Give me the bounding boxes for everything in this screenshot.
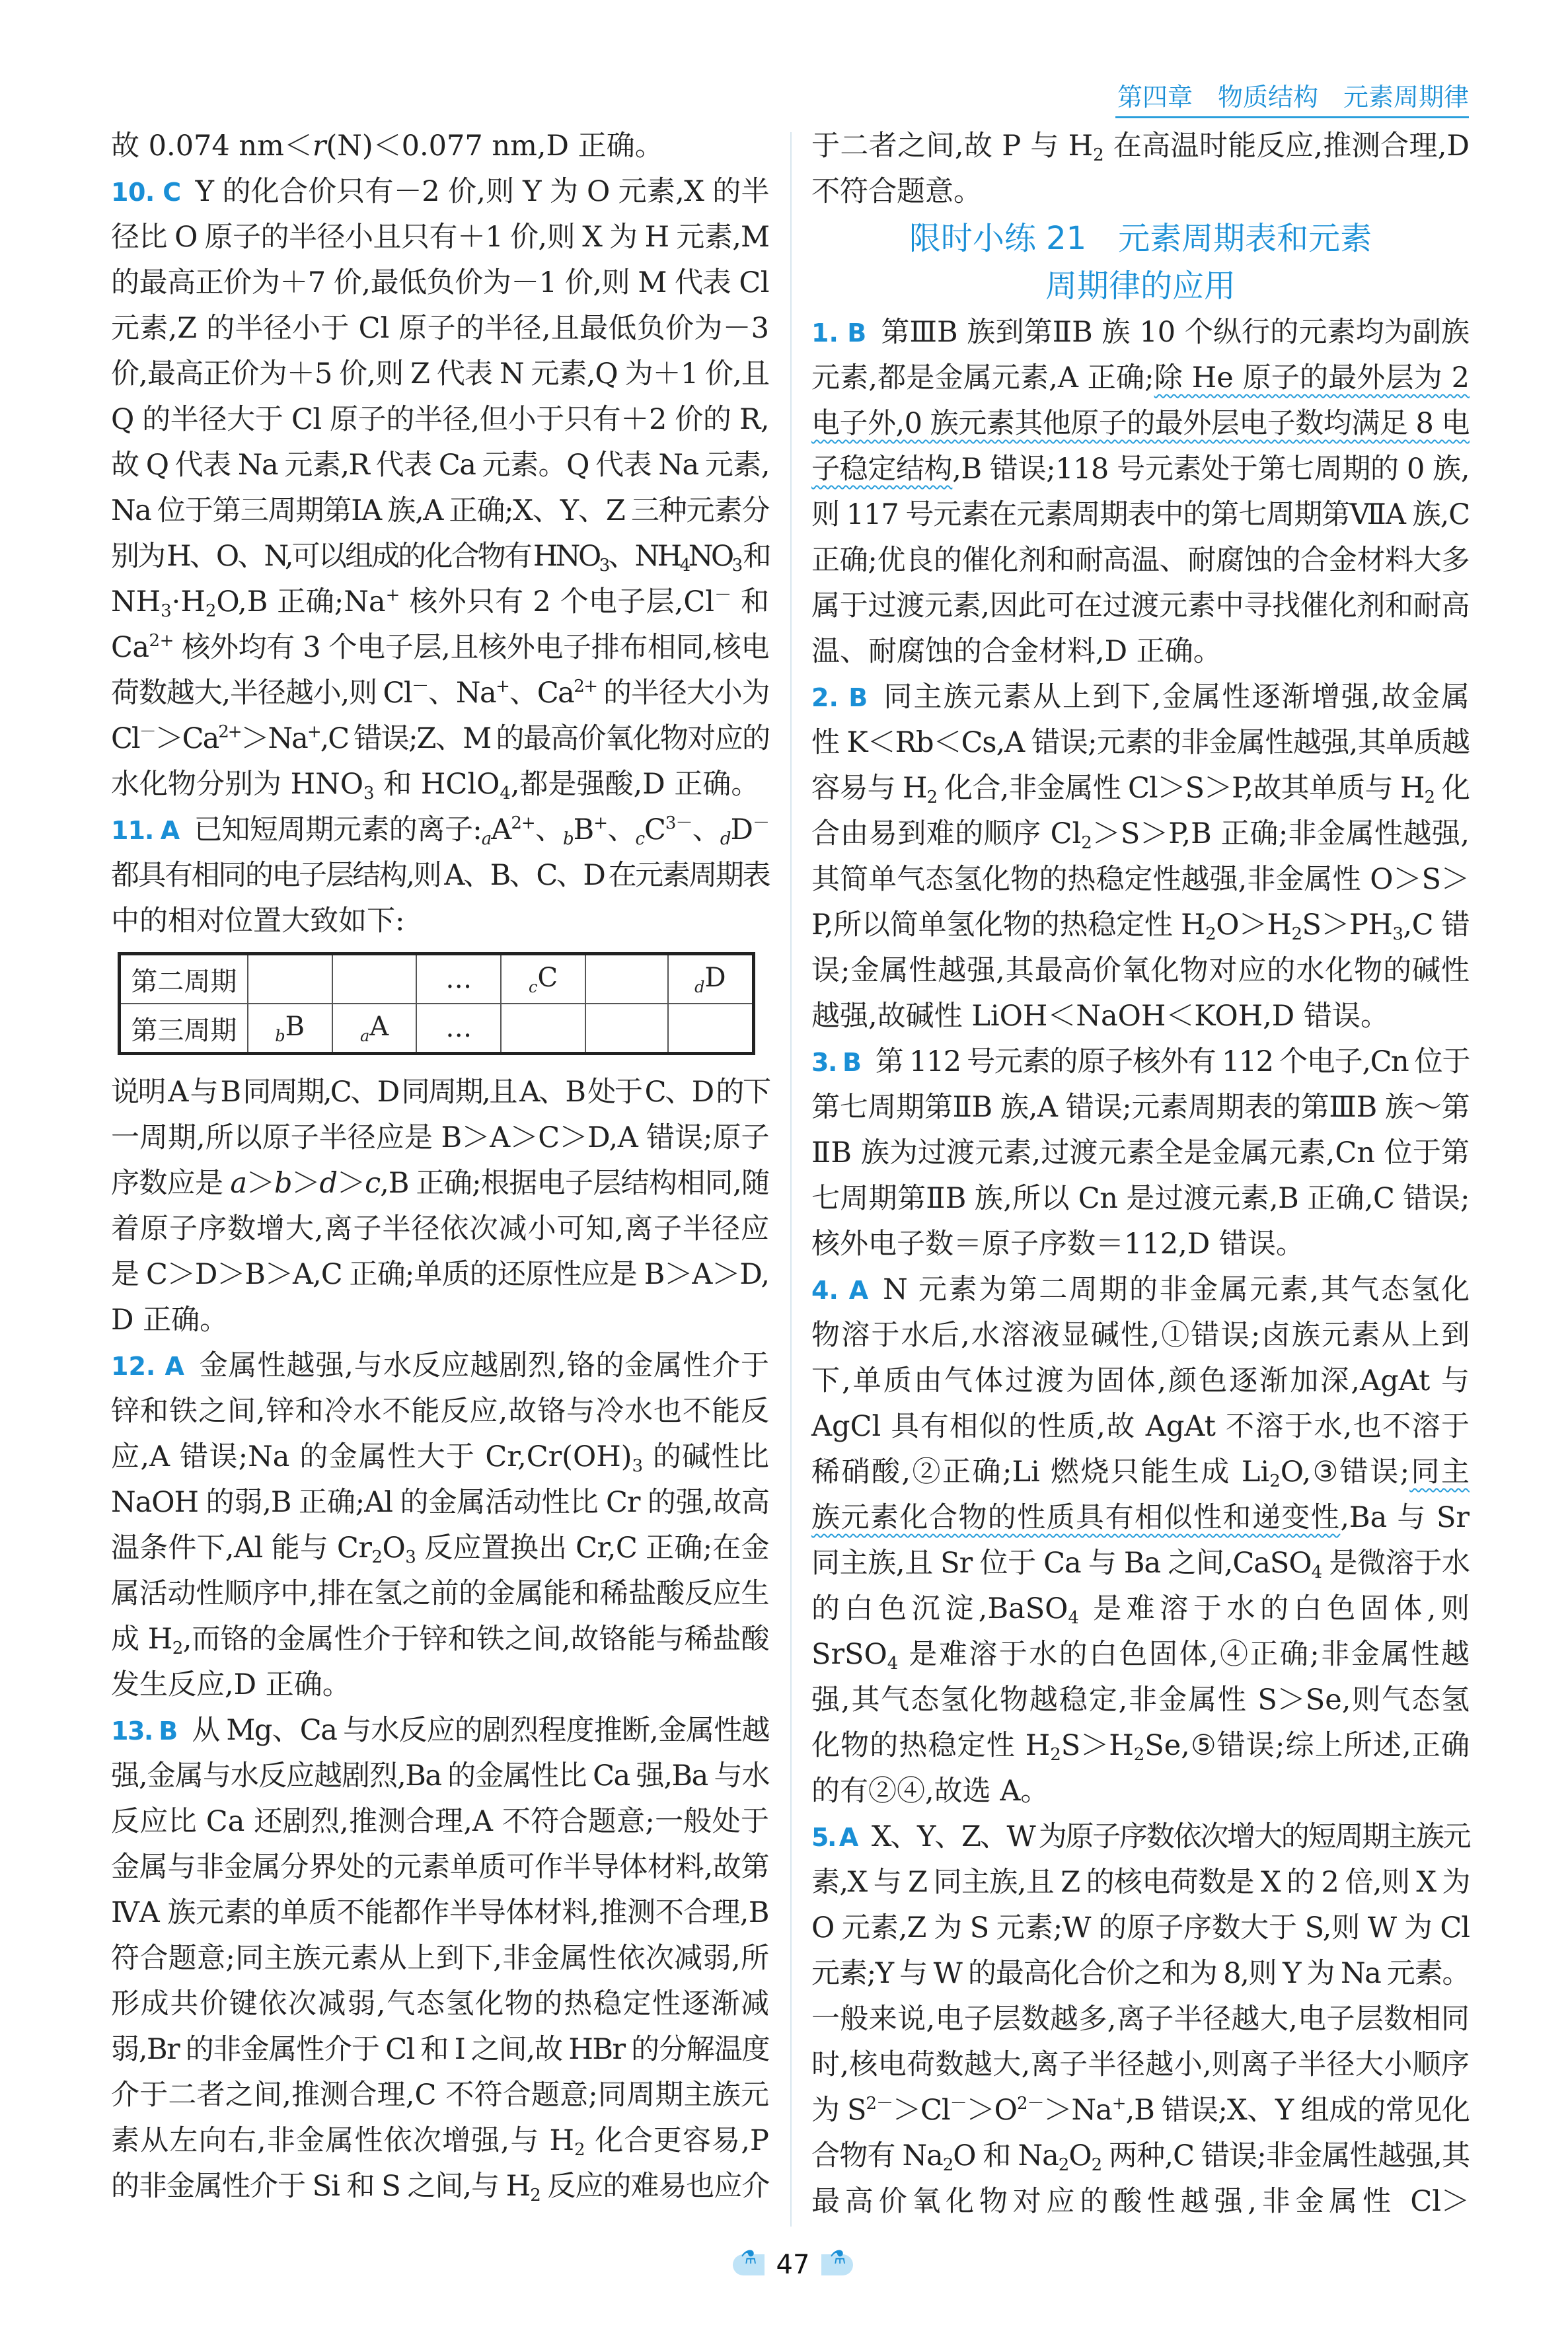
line-text: 径比 O 原子的半径小且只有＋1 价,则 X 为 H 元素,M (111, 221, 769, 254)
line-text: 一周期,所以原子半径应是 B＞A＞C＞D,A 错误;原子 (111, 1121, 769, 1154)
text-line (111, 1252, 769, 1298)
line-text: 的最高正价为＋7 价,最低负价为－1 价,则 M 代表 Cl (111, 266, 769, 299)
text-line (811, 2133, 1470, 2179)
line-text: 应,A 错误;Na 的金属性大于 $Cr,Cr(OH)_3$ 的碱性比 (111, 1440, 770, 1476)
text-line (811, 1997, 1470, 2042)
table-cell: … (416, 1004, 501, 1054)
text-line (111, 807, 769, 853)
line-text: 强,其气态氢化物越稳定,非金属性 S＞Se,则气态氢 (811, 1683, 1470, 1716)
text-line (811, 1450, 1470, 1495)
table-cell: $_d$D (668, 954, 754, 1004)
answer-item (111, 1708, 769, 2209)
text-line (811, 1085, 1470, 1130)
text-line (111, 1389, 769, 1434)
question-number: 11. (111, 816, 154, 845)
text-line (811, 1495, 1470, 1541)
line-text: 属活动性顺序中,排在氢之前的金属能和稀盐酸反应生 (111, 1577, 769, 1610)
line-text: 温、耐腐蚀的合金材料,D 正确。 (811, 635, 1222, 668)
line-text: 七周期第ⅡB 族,所以 Cn 是过渡元素,B 正确,C 错误; (811, 1182, 1470, 1215)
text-line (811, 1814, 1470, 1860)
left-column (111, 124, 769, 2209)
answer-choice: B (842, 1048, 861, 1077)
text-line (111, 1890, 769, 1936)
table-row (120, 1004, 754, 1054)
text-line (111, 716, 769, 762)
line-text: 着原子序数增大,离子半径依次减小可知,离子半径应 (111, 1212, 769, 1245)
text-line (111, 169, 769, 215)
answer-number (111, 1716, 177, 1746)
text-line (811, 1905, 1470, 1951)
line-text: 一般来说,电子层数越多,离子半径越大,电子层数相同 (811, 2003, 1470, 2036)
line-text: 的有②④,故选 A。 (811, 1775, 1049, 1808)
answer-choice: B (848, 683, 868, 712)
answer-item (111, 169, 769, 807)
text-line (111, 671, 769, 716)
table-cell: $_a$A (332, 1004, 417, 1054)
text-line (111, 1753, 769, 1799)
text-line (811, 124, 1470, 169)
text-line (111, 1526, 769, 1571)
answer-number (811, 1276, 868, 1305)
line-text: ⅣA 族元素的单质不能都作半导体材料,推测不合理,B (111, 1896, 769, 1929)
line-text: 同主族,且 Sr 位于 Ca 与 Ba 之间,CaSO$_4$ 是微溶于水 (811, 1547, 1470, 1582)
line-text: 化物的热稳定性 $H_2S>H_2Se,⑤$错误;综上所述,正确 (811, 1729, 1470, 1765)
text-line (111, 1115, 769, 1161)
text-line (111, 1480, 769, 1526)
text-line (111, 1617, 769, 1662)
line-text: 强,金属与水反应越剧烈,Ba 的金属性比 Ca 强,Ba 与水 (111, 1759, 769, 1792)
table-cell: $_b$B (248, 1004, 332, 1054)
answer-choice: A (160, 816, 180, 845)
text-line (111, 1070, 769, 1115)
question-number: 1. (811, 318, 839, 348)
text-line (111, 1799, 769, 1845)
line-text: 为 $S^{2-}>Cl^->O^{2-}>Na^+,B$ 错误;X、Y 组成的常见化 (811, 2094, 1470, 2127)
text-line (811, 355, 1470, 401)
line-text: 素从左向右,非金属性依次增强,与 $H_2$ 化合更容易,P (111, 2124, 769, 2160)
text-line (811, 310, 1470, 355)
line-text: 价,最高正价为＋5 价,则 Z 代表 N 元素,Q 为＋1 价,且 (111, 357, 769, 390)
answer-item (811, 675, 1470, 1039)
text-line (811, 1358, 1470, 1404)
text-line (811, 169, 1470, 215)
question-number: 4. (811, 1276, 839, 1305)
answer-choice: A (165, 1352, 184, 1381)
text-line (111, 2027, 769, 2073)
text-line (811, 1267, 1470, 1313)
line-text: 稀硝酸,②正确;Li 燃烧只能生成 $Li_2O,③$错误;同主 (811, 1456, 1470, 1491)
text-line (111, 351, 769, 397)
text-line (811, 1678, 1470, 1723)
text-line (811, 994, 1470, 1039)
line-text: 第ⅢB 族到第ⅡB 族 10 个纵行的元素均为副族 (881, 316, 1470, 349)
text-line (811, 1541, 1470, 1586)
table-cell (585, 1004, 668, 1054)
line-text: 子稳定结构,B 错误;118 号元素处于第七周期的 0 族, (811, 453, 1470, 486)
answer-number (811, 1823, 857, 1852)
text-line (811, 538, 1470, 583)
line-text: 已知短周期元素的离子$:_aA^{2+}$、$_b$B+、$_cC^{3-}$、$_d$D－ (194, 813, 769, 849)
line-text: 中的相对位置大致如下: (111, 904, 405, 938)
answer-number (111, 1352, 184, 1381)
answer-choice: A (848, 1276, 869, 1305)
line-text: 从 Mg、Ca 与水反应的剧烈程度推断,金属性越 (191, 1714, 769, 1747)
line-text: 故 0.074 nm＜r(N)＜0.077 nm,D 正确。 (111, 129, 663, 163)
answer-number (811, 1048, 860, 1077)
text-line (811, 1222, 1470, 1267)
line-text: 形成共价键依次减弱,气态氢化物的热稳定性逐渐减 (111, 1987, 769, 2020)
answer-number (811, 318, 866, 348)
page-number: 47 (776, 2250, 810, 2280)
answer-choice: C (163, 178, 181, 207)
text-line (811, 2179, 1470, 2225)
periodic-position-table (118, 952, 755, 1055)
line-text: 素,X 与 Z 同主族,且 Z 的核电荷数是 X 的 2 倍,则 X 为 (811, 1866, 1470, 1899)
line-text: 时,核电荷数越大,离子半径越小,则离子半径大小顺序 (811, 2048, 1470, 2081)
line-text: Na 位于第三周期第ⅠA 族,A 正确;X、Y、Z 三种元素分 (111, 494, 769, 527)
text-line (811, 1130, 1470, 1176)
line-text: AgCl 具有相似的性质,故 AgAt 不溶于水,也不溶于 (811, 1410, 1470, 1443)
line-text: 第七周期第ⅡB 族,A 错误;元素周期表的第ⅢB 族～第 (811, 1091, 1470, 1124)
table-cell: $_c$C (501, 954, 585, 1004)
line-text: 族元素化合物的性质具有相似性和递变性,Ba 与 Sr (811, 1501, 1470, 1534)
answer-item (111, 807, 769, 944)
question-number: 5. (811, 1823, 835, 1852)
text-line (111, 1343, 769, 1389)
text-line (111, 1161, 769, 1206)
flask-icon: ⚗ (821, 2254, 853, 2275)
answer-item (811, 1267, 1470, 1814)
text-line (111, 1981, 769, 2027)
text-line (811, 948, 1470, 994)
text-line (111, 899, 769, 944)
line-text: 别为 H、O、N,可以组成的化合物有 $HNO_3$、$NH_4NO_3$ 和 (111, 540, 770, 575)
answer-number (811, 683, 868, 712)
flask-icon: ⚗ (733, 2254, 765, 2275)
section-title-line: 周期律的应用 (1045, 268, 1236, 305)
line-text: 电子外,0 族元素其他原子的最外层电子数均满足 8 电 (811, 407, 1470, 440)
line-text: 于二者之间,故 P 与 $H_2$ 在高温时能反应,推测合理,D (811, 129, 1470, 165)
text-line (111, 215, 769, 260)
table-cell: … (416, 954, 501, 1004)
text-line (111, 1571, 769, 1617)
text-line (811, 811, 1470, 857)
question-number: 3. (811, 1048, 837, 1077)
line-text: X、Y、Z、W 为原子序数依次增大的短周期主族元 (871, 1820, 1470, 1853)
answer-item (811, 1814, 1470, 2225)
line-text: 则 117 号元素在元素周期表中的第七周期第ⅦA 族,C (811, 498, 1470, 531)
line-text: O 元素,Z 为 S 元素;W 的原子序数大于 S,则 W 为 Cl (811, 1911, 1470, 1944)
line-text: 成 $H_2$,而铬的金属性介于锌和铁之间,故铬能与稀盐酸 (111, 1623, 770, 1658)
line-text: 说明 A 与 B 同周期,C、D 同周期,且 A、B 处于 C、D 的下 (111, 1076, 769, 1109)
text-line (811, 903, 1470, 948)
line-text: 误;金属性越强,其最高价氧化物对应的水化物的碱性 (811, 954, 1470, 987)
line-text: 金属与非金属分界处的元素单质可作半导体材料,故第 (111, 1851, 769, 1884)
table-row (120, 954, 754, 1004)
line-text: 都具有相同的电子层结构,则 A、B、C、D 在元素周期表 (111, 859, 769, 892)
line-text: 性 K＜Rb＜Cs,A 错误;元素的非金属性越强,其单质越 (811, 726, 1470, 759)
answer-continuation (111, 1070, 769, 1343)
text-line (811, 1860, 1470, 1905)
line-text: 的非金属性介于 Si 和 S 之间,与 $H_2$ 反应的难易也应介 (111, 2170, 770, 2205)
line-text: 属于过渡元素,因此可在过渡元素中寻找催化剂和耐高 (811, 589, 1470, 622)
text-line (811, 2088, 1470, 2133)
line-text: 金属性越强,与水反应越剧烈,铬的金属性介于 (198, 1349, 769, 1382)
table-cell: 第三周期 (120, 1004, 248, 1054)
question-number: 13. (111, 1716, 153, 1746)
text-line (111, 853, 769, 899)
text-line (811, 1313, 1470, 1358)
answer-item (111, 1343, 769, 1708)
line-text: 其简单气态氢化物的热稳定性越强,非金属性 O＞S＞ (811, 863, 1470, 896)
table-cell (332, 954, 417, 1004)
text-line (811, 1176, 1470, 1222)
text-line (811, 766, 1470, 811)
line-text: $Cl^->Ca^{2+}>Na^+,C$ 错误;Z、M 的最高价氧化物对应的 (111, 722, 769, 755)
text-line (811, 1723, 1470, 1769)
periodic-position-table-wrap (111, 944, 769, 1070)
text-line (111, 1845, 769, 1890)
answer-item (811, 1039, 1470, 1267)
line-text: SrSO$_4$ 是难溶于水的白色固体,④正确;非金属性越 (811, 1638, 1470, 1674)
text-line (811, 583, 1470, 629)
line-text: 越强,故碱性 LiOH＜NaOH＜KOH,D 错误。 (811, 1000, 1389, 1033)
line-text: 元素,Z 的半径小于 Cl 原子的半径,且最低负价为－3 (111, 312, 769, 345)
line-text: 荷数越大,半径越小,则 Cl－、Na+、$Ca^{2+}$ 的半径大小为 (111, 677, 769, 710)
line-text: 容易与 $H_2$ 化合,非金属性 Cl＞S＞P,故其单质与 $H_2$ 化 (811, 772, 1470, 807)
text-line (811, 857, 1470, 903)
line-text: 核外电子数＝原子序数＝112,D 错误。 (811, 1228, 1304, 1261)
answer-choice: B (159, 1716, 177, 1746)
line-text: $Ca^{2+}$ 核外均有 3 个电子层,且核外电子排布相同,核电 (111, 631, 769, 664)
text-line (111, 306, 769, 351)
text-line (811, 1039, 1470, 1085)
line-text: N 元素为第二周期的非金属元素,其气态氢化 (883, 1273, 1470, 1306)
text-line (811, 720, 1470, 766)
table-cell (668, 1004, 754, 1054)
text-line (811, 1404, 1470, 1450)
text-line (811, 1951, 1470, 1997)
line-text: Q 的半径大于 Cl 原子的半径,但小于只有＋2 价的 R, (111, 403, 769, 436)
line-text: $NH_3\cdot H_2O,B$ 正确;Na+ 核外只有 2 个电子层,Cl－ 和 (111, 585, 770, 621)
line-text: Y 的化合价只有－2 价,则 Y 为 O 元素,X 的半 (195, 175, 769, 208)
text-line (111, 579, 769, 625)
text-line (811, 492, 1470, 538)
line-text: 序数应是 a＞b＞d＞c,B 正确;根据电子层结构相同,随 (111, 1167, 770, 1200)
line-text: 介于二者之间,推测合理,C 不符合题意;同周期主族元 (111, 2079, 769, 2112)
text-line (111, 2073, 769, 2118)
column-divider (790, 132, 792, 2227)
line-text: P,所以简单氢化物的热稳定性 $H_2O>H_2S>PH_3,C$ 错 (811, 908, 1470, 944)
chapter-header: 第四章 物质结构 元素周期律 (1115, 78, 1469, 118)
line-text: 温条件下,Al 能与 $Cr_2O_3$ 反应置换出 Cr,C 正确;在金 (111, 1532, 769, 1567)
line-text: 合由易到难的顺序 $Cl_2>S>P,B$ 正确;非金属性越强, (811, 817, 1470, 853)
text-line (111, 625, 769, 671)
text-line (111, 1206, 769, 1252)
section-title-line: 限时小练 21 元素周期表和元素 (909, 220, 1372, 257)
table-cell: 第二周期 (120, 954, 248, 1004)
question-number: 12. (111, 1352, 156, 1381)
line-text: 发生反应,D 正确。 (111, 1668, 351, 1701)
answer-item (811, 310, 1470, 675)
text-line (811, 2042, 1470, 2088)
section-title (811, 215, 1470, 310)
line-text: 元素;Y 与 W 的最高化合价之和为 8,则 Y 为 Na 元素。 (811, 1957, 1470, 1990)
line-text: 弱,Br 的非金属性介于 Cl 和 I 之间,故 HBr 的分解温度 (111, 2033, 769, 2066)
line-text: 最高价氧化物对应的酸性越强,非金属性 Cl＞ (811, 2185, 1470, 2218)
text-line (111, 1662, 769, 1708)
line-text: 同主族元素从上到下,金属性逐渐增强,故金属 (882, 681, 1470, 714)
text-line (111, 1936, 769, 1981)
text-line (811, 1586, 1470, 1632)
table-cell (585, 954, 668, 1004)
text-line (111, 397, 769, 443)
text-line (111, 2164, 769, 2209)
line-text: ⅡB 族为过渡元素,过渡元素全是金属元素,Cn 位于第 (811, 1136, 1470, 1169)
text-line (111, 488, 769, 534)
text-line (111, 762, 769, 807)
text-line (111, 1708, 769, 1753)
table-cell (248, 954, 332, 1004)
answer-continuation (111, 124, 769, 169)
line-text: 符合题意;同主族元素从上到下,非金属性依次减弱,所 (111, 1942, 769, 1975)
line-text: 第 112 号元素的原子核外有 112 个电子,Cn 位于 (875, 1045, 1470, 1078)
question-number: 10. (111, 178, 155, 207)
line-text: 水化物分别为 $HNO_3$ 和 HClO$_4$,都是强酸,D 正确。 (111, 768, 760, 803)
text-line (111, 2118, 769, 2164)
line-text: 合物有 $Na_2O$ 和 $Na_2O_2$ 两种,C 错误;非金属性越强,其 (811, 2139, 1470, 2175)
line-text: 元素,都是金属元素,A 正确;除 He 原子的最外层为 2 (811, 361, 1470, 394)
line-text: 正确;优良的催化剂和耐高温、耐腐蚀的合金材料大多 (811, 544, 1470, 577)
text-line (111, 534, 769, 579)
right-column (811, 124, 1470, 2225)
text-line (111, 1434, 769, 1480)
text-line (811, 675, 1470, 720)
text-line (111, 260, 769, 306)
answer-choice: A (839, 1823, 857, 1852)
text-line (811, 1769, 1470, 1814)
answer-choice: B (847, 318, 867, 348)
text-line (111, 443, 769, 488)
line-text: 反应比 Ca 还剧烈,推测合理,A 不符合题意;一般处于 (111, 1805, 769, 1838)
line-text: 故 Q 代表 Na 元素,R 代表 Ca 元素。Q 代表 Na 元素, (111, 449, 769, 482)
answer-number (111, 816, 179, 845)
line-text: 下,单质由气体过渡为固体,颜色逐渐加深,AgAt 与 (811, 1364, 1470, 1397)
text-line (811, 629, 1470, 675)
text-line (811, 401, 1470, 447)
line-text: D 正确。 (111, 1304, 229, 1337)
question-number: 2. (811, 683, 839, 712)
page-footer (727, 2245, 859, 2285)
text-line (111, 124, 769, 169)
line-text: 锌和铁之间,锌和冷水不能反应,故铬与冷水也不能反 (111, 1395, 769, 1428)
answer-number (111, 178, 181, 207)
line-text: 物溶于水后,水溶液显碱性,①错误;卤族元素从上到 (811, 1319, 1470, 1352)
text-line (111, 1298, 769, 1343)
answer-continuation (811, 124, 1470, 215)
text-line (811, 1632, 1470, 1678)
line-text: 是 C＞D＞B＞A,C 正确;单质的还原性应是 B＞A＞D, (111, 1258, 769, 1291)
table-cell (501, 1004, 585, 1054)
line-text: NaOH 的弱,B 正确;Al 的金属活动性比 Cr 的强,故高 (111, 1486, 769, 1519)
line-text: 不符合题意。 (811, 175, 982, 208)
line-text: 的白色沉淀,BaSO$_4$ 是难溶于水的白色固体,则 (811, 1592, 1470, 1628)
text-line (811, 447, 1470, 492)
